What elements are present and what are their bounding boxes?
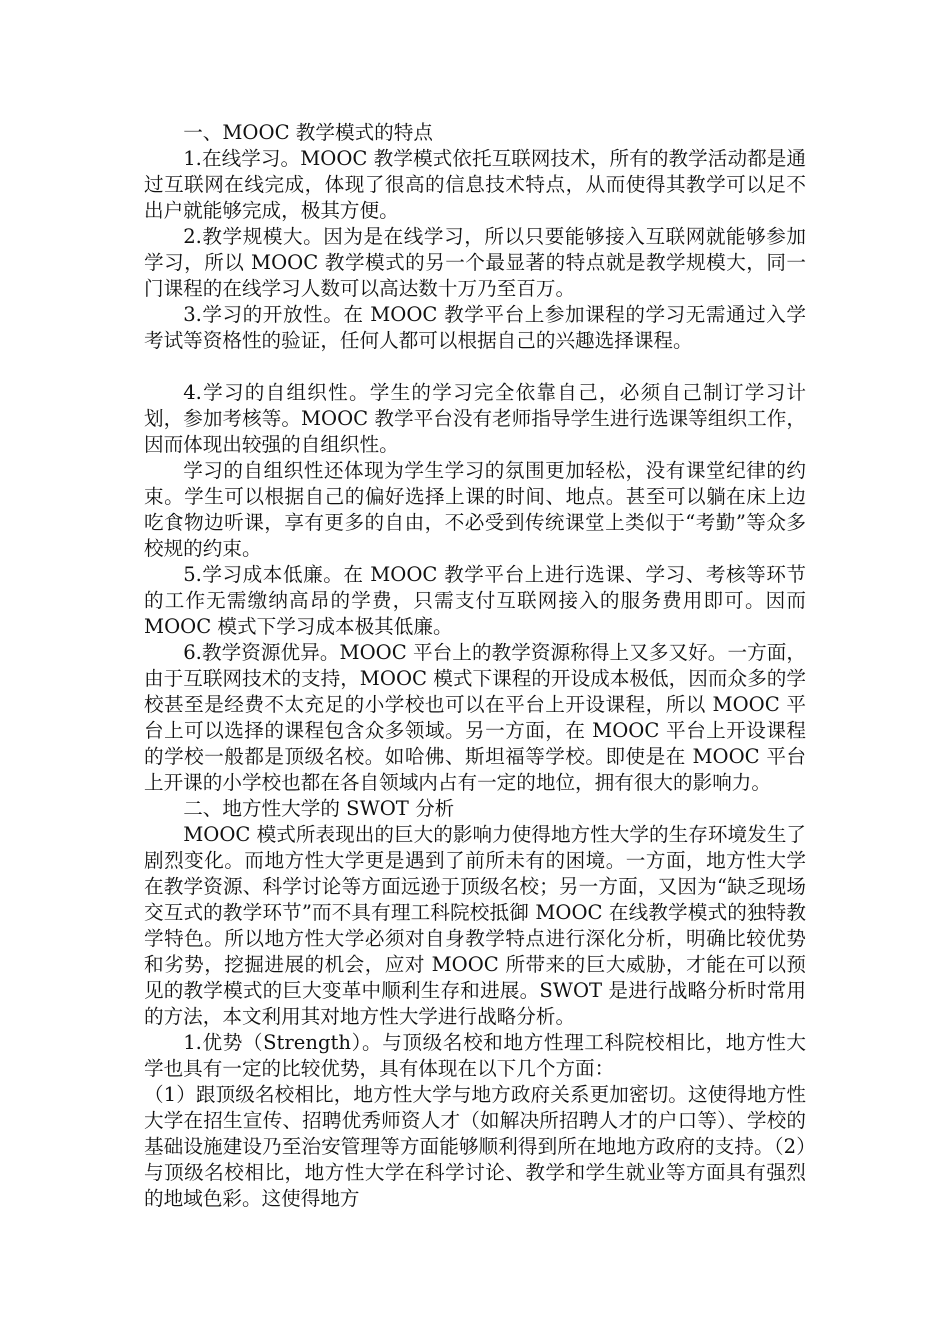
paragraph-self-organization: 4.学习的自组织性。学生的学习完全依靠自己，必须自己制订学习计划，参加考核等。MOOC 教学平台没有老师指导学生进行选课等组织工作，因而体现出较强的自组织性。 (144, 381, 806, 456)
section-heading-swot: 二、地方性大学的 SWOT 分析 (183, 797, 455, 820)
paragraph-openness: 3.学习的开放性。在 MOOC 教学平台上参加课程的学习无需通过入学考试等资格性的验证，任何人都可以根据自己的兴趣选择课程。 (144, 303, 806, 352)
paragraph-online-learning: 1.在线学习。MOOC 教学模式依托互联网技术，所有的教学活动都是通过互联网在线完成，体现了很高的信息技术特点，从而使得其教学可以足不出户就能够完成，极其方便。 (144, 147, 806, 222)
paragraph-swot-intro: MOOC 模式所表现出的巨大的影响力使得地方性大学的生存环境发生了剧烈变化。而地方性大学更是遇到了前所未有的困境。一方面，地方性大学在教学资源、科学讨论等方面远逊于顶级名校；另一方面，又因为“缺乏现场交互式的教学环节”而不具有理工科院校抵御 MOOC 在线教学模式的独特教学特色。所以地方性大学必须对自身教学特点进行深化分析，明确比较优势和劣势，挖掘进展的机会，应对 MOOC 所带来的巨大威胁，才能在可以预见的教学模式的巨大变革中顺利生存和进展。SWOT 是进行战略分析时常用的方法，本文利用其对地方性大学进行战略分析。 (144, 823, 806, 1028)
paragraph-self-organization-detail: 学习的自组织性还体现为学生学习的氛围更加轻松，没有课堂纪律的约束。学生可以根据自己的偏好选择上课的时间、地点。甚至可以躺在床上边吃食物边听课，享有更多的自由，不必受到传统课堂上类似于“考勤”等众多校规的约束。 (144, 459, 806, 560)
document-body (144, 120, 806, 1212)
paragraph-excellent-resources: 6.教学资源优异。MOOC 平台上的教学资源称得上又多又好。一方面，由于互联网技术的支持，MOOC 模式下课程的开设成本极低，因而众多的学校甚至是经费不太充足的小学校也可以在平台上开设课程，所以 MOOC 平台上可以选择的课程包含众多领域。另一方面，在 MOOC 平台上开设课程的学校一般都是顶级名校。如哈佛、斯坦福等学校。即使是在 MOOC 平台上开课的小学校也都在各自领域内占有一定的地位，拥有很大的影响力。 (144, 641, 806, 794)
paragraph-low-cost: 5.学习成本低廉。在 MOOC 教学平台上进行选课、学习、考核等环节的工作无需缴纳高昂的学费，只需支付互联网接入的服务费用即可。因而 MOOC 模式下学习成本极其低廉。 (144, 563, 806, 638)
paragraph-large-scale: 2.教学规模大。因为是在线学习，所以只要能够接入互联网就能够参加学习，所以 MOOC 教学模式的另一个最显著的特点就是教学规模大，同一门课程的在线学习人数可以高达数十万乃至百万。 (144, 225, 806, 300)
paragraph-strength: 1.优势（Strength）。与顶级名校和地方性理工科院校相比，地方性大学也具有一定的比较优势，具有体现在以下几个方面： (144, 1031, 806, 1080)
paragraph-strength-details: （1）跟顶级名校相比，地方性大学与地方政府关系更加密切。这使得地方性大学在招生宣传、招聘优秀师资人才（如解决所招聘人才的户口等）、学校的基础设施建设乃至治安管理等方面能够顺利得到所在地地方政府的支持。（2）与顶级名校相比，地方性大学在科学讨论、教学和学生就业等方面具有强烈的地域色彩。这使得地方 (144, 1083, 806, 1210)
blank-line (144, 354, 806, 380)
section-heading-mooc-features: 一、MOOC 教学模式的特点 (183, 121, 433, 144)
